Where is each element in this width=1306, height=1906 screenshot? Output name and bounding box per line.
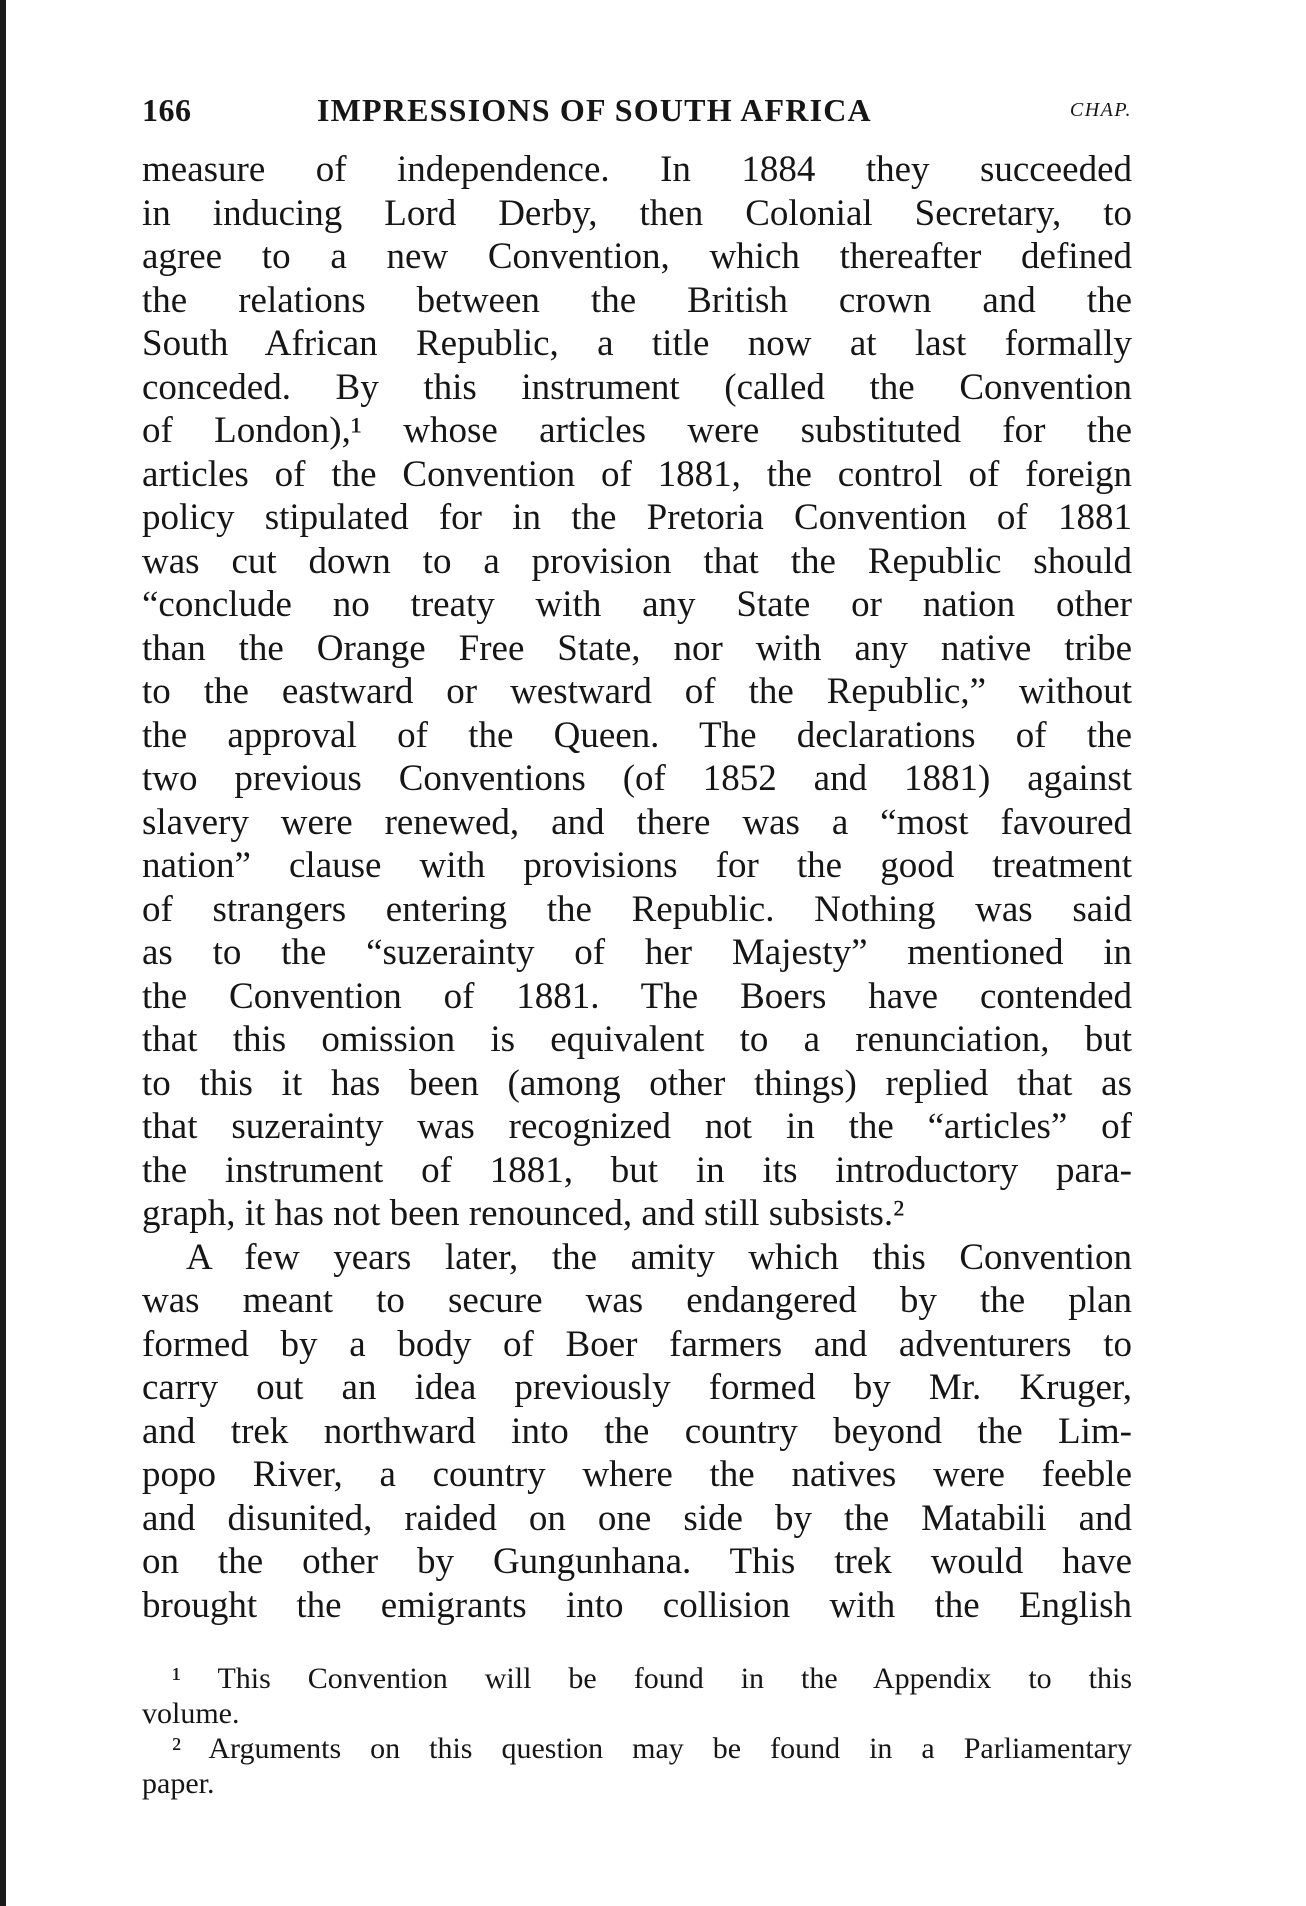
text-line: formed by a body of Boer farmers and adventurers to xyxy=(142,1323,1132,1365)
paragraph-start-line: A few years later, the amity which this Convention xyxy=(186,1236,1132,1278)
text-line: of strangers entering the Republic. Nothing was said xyxy=(142,888,1132,930)
page-number: 166 xyxy=(142,92,192,128)
footnote-2-line: ² Arguments on this question may be found in a Parliamentary xyxy=(172,1732,1132,1765)
text-line: conceded. By this instrument (called the Convention xyxy=(142,366,1132,408)
page-edge-rule xyxy=(0,0,6,1906)
text-line: that this omission is equivalent to a renunciation, but xyxy=(142,1019,1132,1060)
text-line: the approval of the Queen. The declarations of the xyxy=(142,714,1132,756)
text-line: in inducing Lord Derby, then Colonial Secretary, to xyxy=(142,192,1132,234)
text-line: and disunited, raided on one side by the Matabili and xyxy=(142,1497,1132,1539)
text-line: was meant to secure was endangered by the plan xyxy=(142,1280,1132,1321)
body-text xyxy=(142,148,1132,1627)
text-line: to the eastward or westward of the Republic,” without xyxy=(142,671,1132,712)
text-line: measure of independence. In 1884 they succeeded xyxy=(142,149,1132,190)
running-title: IMPRESSIONS OF SOUTH AFRICA xyxy=(317,92,872,128)
text-line: as to the “suzerainty of her Majesty” mentioned in xyxy=(142,932,1132,973)
text-line: popo River, a country where the natives were feeble xyxy=(142,1454,1132,1495)
footnote-1-line: ¹ This Convention will be found in the Appendix to this xyxy=(172,1662,1132,1695)
text-line: policy stipulated for in the Pretoria Convention of 1881 xyxy=(142,497,1132,538)
text-line: slavery were renewed, and there was a “most favoured xyxy=(142,801,1132,843)
text-line: to this it has been (among other things) replied that as xyxy=(142,1062,1132,1104)
footnote-1-line: volume. xyxy=(142,1697,240,1730)
text-line: on the other by Gungunhana. This trek would have xyxy=(142,1541,1132,1582)
text-line: of London),¹ whose articles were substituted for the xyxy=(142,410,1132,451)
text-line: than the Orange Free State, nor with any native tribe xyxy=(142,627,1132,669)
text-line: the instrument of 1881, but in its introductory para- xyxy=(142,1149,1132,1191)
text-line: two previous Conventions (of 1852 and 1881) against xyxy=(142,758,1132,799)
text-line: carry out an idea previously formed by Mr. Kruger, xyxy=(142,1367,1132,1408)
text-line: the relations between the British crown and the xyxy=(142,279,1132,321)
text-line: South African Republic, a title now at last formally xyxy=(142,323,1132,364)
text-line: and trek northward into the country beyond the Lim- xyxy=(142,1410,1132,1452)
running-head xyxy=(142,86,1132,134)
text-line: agree to a new Convention, which thereafter defined xyxy=(142,236,1132,277)
text-line: graph, it has not been renounced, and still subsists.² xyxy=(142,1193,905,1234)
book-page xyxy=(142,86,1132,1801)
footnote-2-line: paper. xyxy=(142,1767,215,1800)
text-line: was cut down to a provision that the Republic should xyxy=(142,540,1132,582)
footnotes xyxy=(142,1661,1132,1801)
text-line: nation” clause with provisions for the good treatment xyxy=(142,845,1132,886)
chapter-label: CHAP. xyxy=(1069,99,1132,121)
text-line: articles of the Convention of 1881, the control of foreign xyxy=(142,453,1132,495)
text-line: brought the emigrants into collision with the English xyxy=(142,1584,1132,1626)
text-line: the Convention of 1881. The Boers have contended xyxy=(142,975,1132,1017)
text-line: “conclude no treaty with any State or nation other xyxy=(142,584,1132,625)
text-line: that suzerainty was recognized not in the “articles” of xyxy=(142,1106,1132,1147)
